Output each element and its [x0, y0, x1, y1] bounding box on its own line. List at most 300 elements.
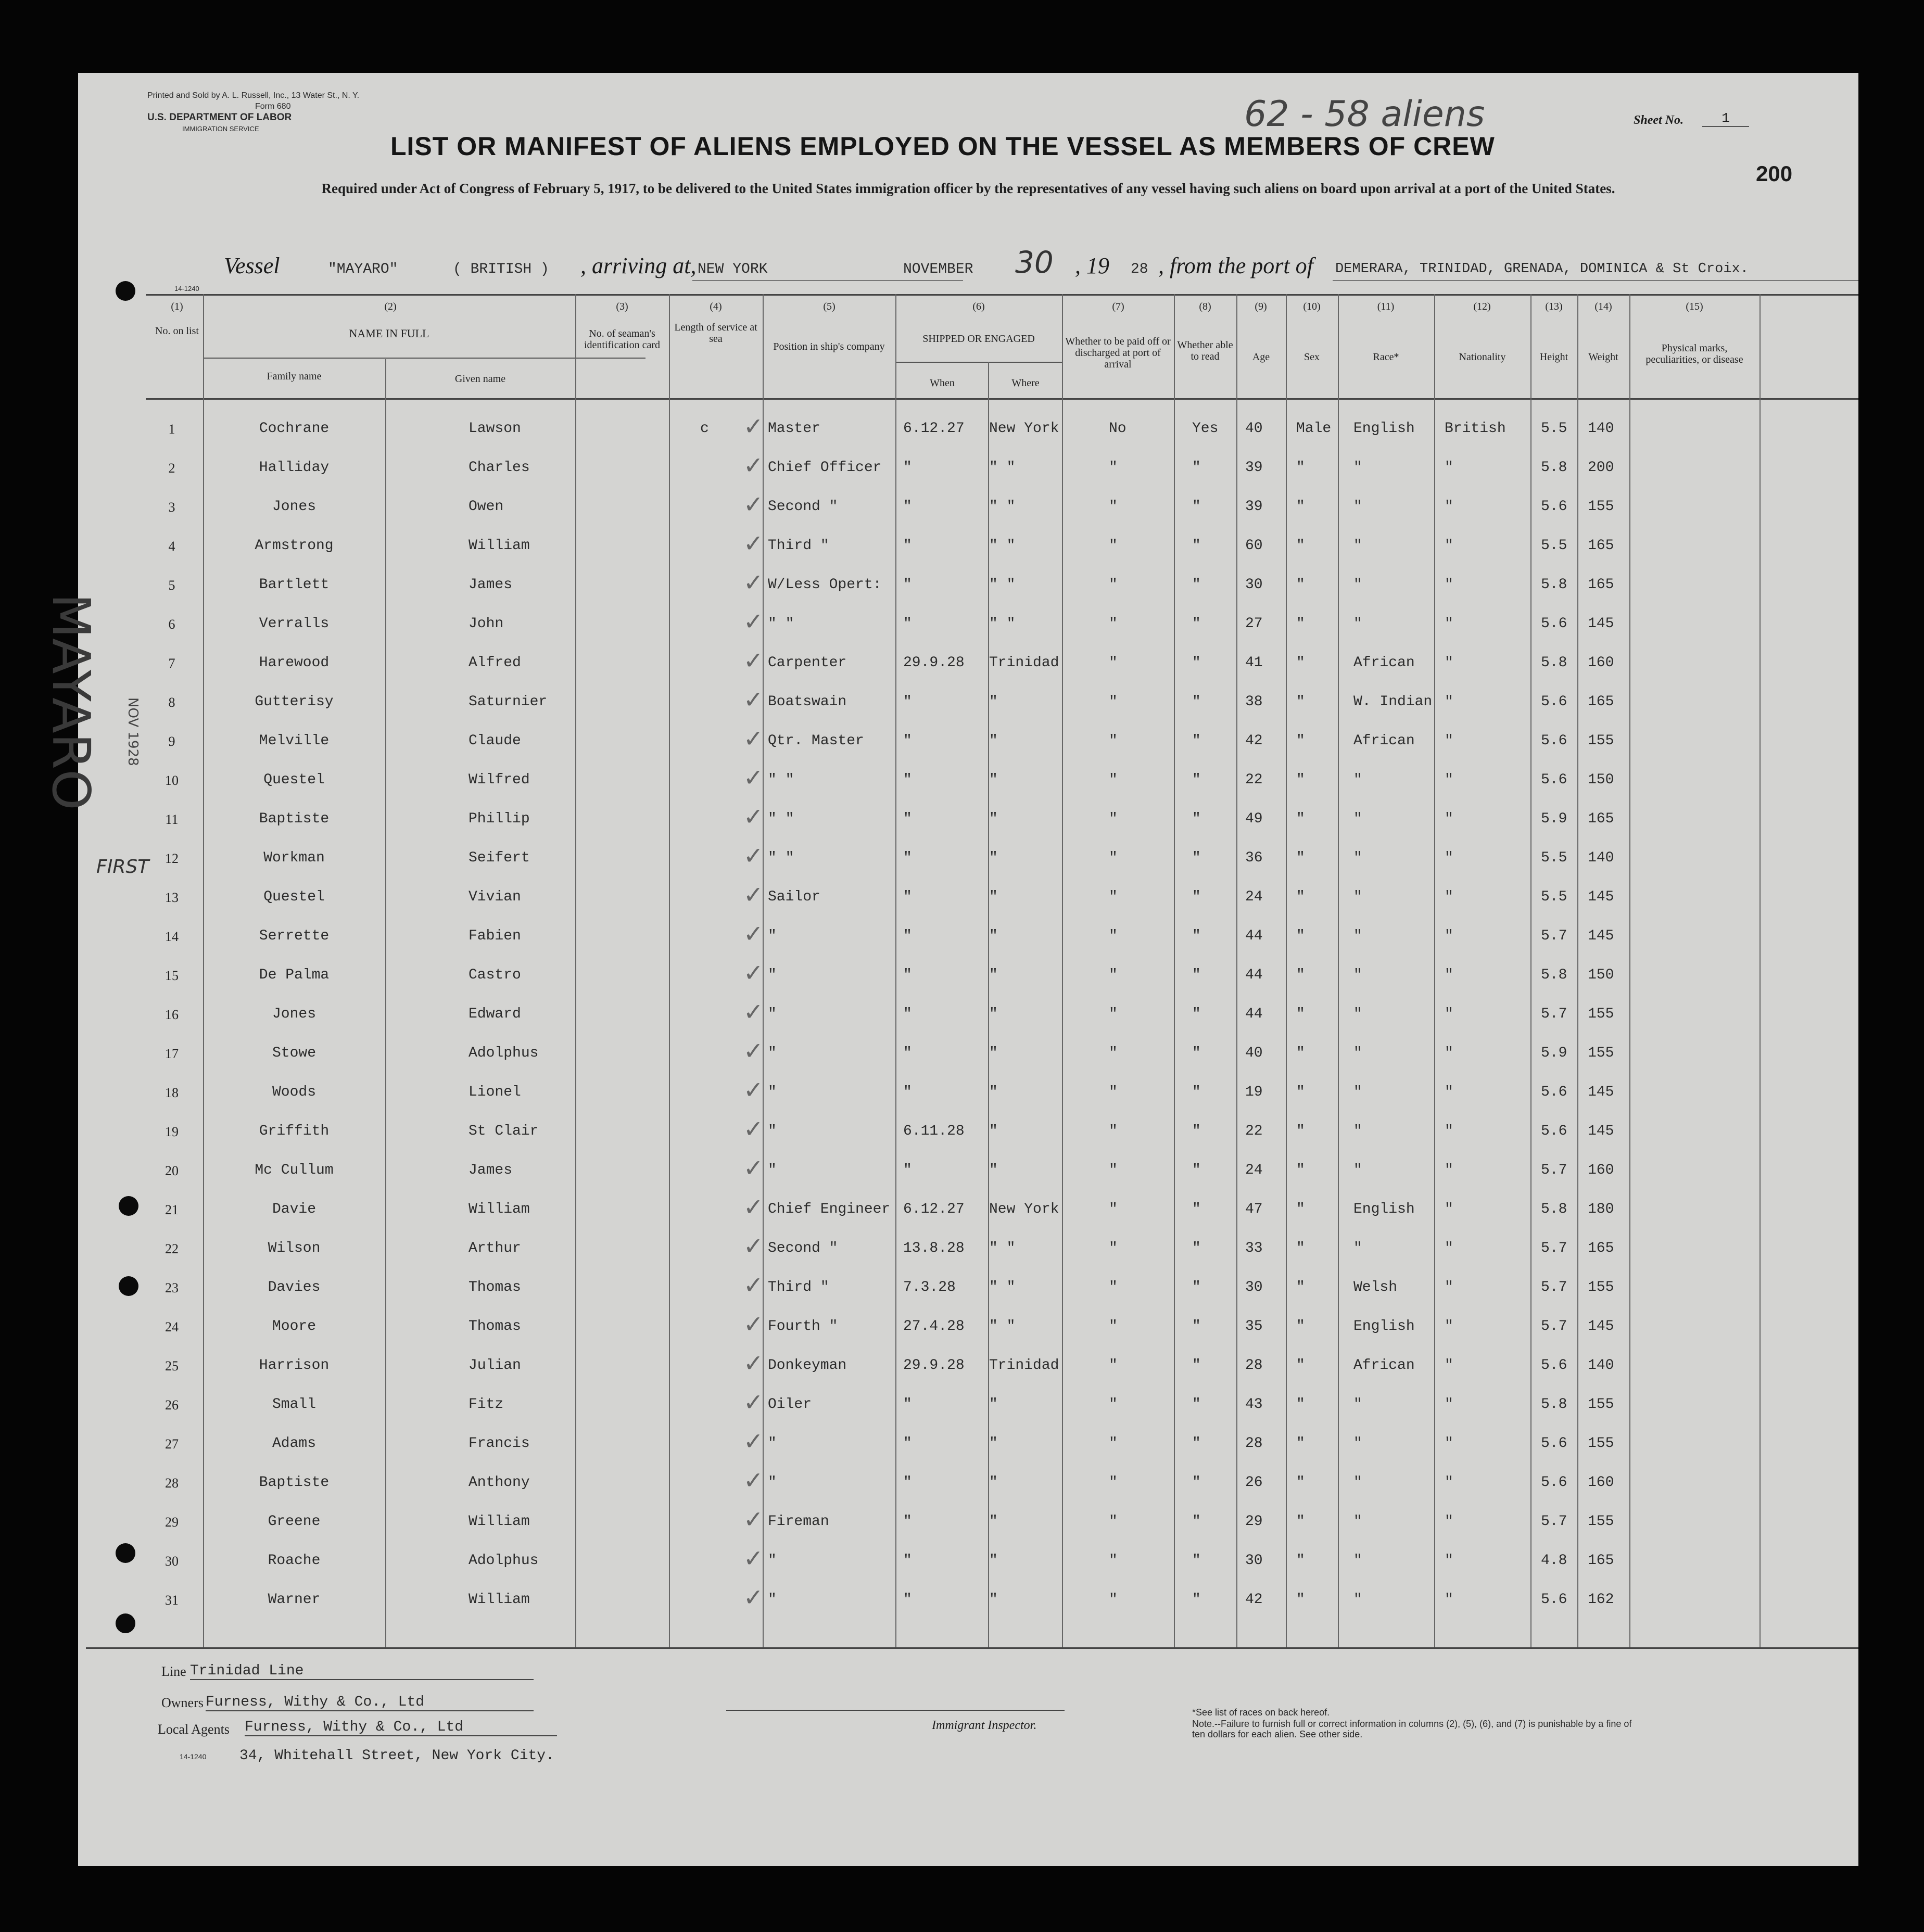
check-mark-icon: ✓ [743, 1349, 764, 1377]
race: " [1353, 538, 1362, 554]
race: " [1353, 1514, 1362, 1530]
nationality: " [1445, 1240, 1453, 1256]
nationality: " [1445, 616, 1453, 632]
nationality: " [1445, 1553, 1453, 1569]
able-to-read: " [1192, 1318, 1201, 1334]
engaged-when: 6.12.27 [903, 1201, 965, 1217]
able-to-read: " [1192, 1279, 1201, 1295]
inspector-label: Immigrant Inspector. [932, 1719, 1037, 1732]
engaged-where: " " [989, 1240, 1016, 1256]
height: 5.6 [1541, 1592, 1567, 1608]
row-number: 4 [168, 539, 175, 554]
sex: " [1296, 499, 1305, 515]
col-num-13: (13) [1545, 301, 1563, 312]
paid-off: " [1109, 1084, 1118, 1100]
check-mark-icon: ✓ [743, 412, 764, 440]
race: African [1353, 733, 1415, 749]
nationality: " [1445, 850, 1453, 866]
weight: 165 [1588, 1553, 1614, 1569]
paid-off: " [1109, 1006, 1118, 1022]
race: " [1353, 1045, 1362, 1061]
race: " [1353, 928, 1362, 944]
nationality: " [1445, 772, 1453, 788]
sex: " [1296, 772, 1305, 788]
col-num-1: (1) [171, 301, 183, 312]
row-number: 15 [165, 968, 179, 983]
paid-off: " [1109, 1475, 1118, 1491]
row-number: 19 [165, 1124, 179, 1139]
given-name: James [469, 577, 513, 593]
check-mark-icon: ✓ [743, 1544, 764, 1572]
age: 22 [1245, 1123, 1263, 1139]
check-mark-icon: ✓ [743, 1388, 764, 1416]
family-name: Woods [272, 1084, 316, 1100]
age: 27 [1245, 616, 1263, 632]
row-number: 12 [165, 851, 179, 866]
given-name: Charles [469, 460, 530, 476]
engaged-when: " [903, 694, 912, 710]
weight: 165 [1588, 538, 1614, 554]
position: " [768, 1435, 777, 1452]
given-name: Anthony [469, 1475, 530, 1491]
header-no-on-list: No. on list [155, 325, 199, 337]
given-name: Thomas [469, 1318, 521, 1334]
age: 24 [1245, 1162, 1263, 1178]
arrival-day: 30 [1015, 245, 1054, 280]
able-to-read: " [1192, 1084, 1201, 1100]
check-mark-icon: ✓ [743, 724, 764, 753]
col-num-4: (4) [710, 301, 722, 312]
check-mark-icon: ✓ [743, 1232, 764, 1260]
age: 60 [1245, 538, 1263, 554]
nationality: " [1445, 1435, 1453, 1452]
header-weight: Weight [1588, 351, 1618, 363]
given-name: St Clair [469, 1123, 539, 1139]
given-name: Thomas [469, 1279, 521, 1295]
paid-off: " [1109, 772, 1118, 788]
age: 39 [1245, 460, 1263, 476]
position: Boatswain [768, 694, 847, 710]
engaged-when: " [903, 577, 912, 593]
nationality: " [1445, 1318, 1453, 1334]
age: 30 [1245, 577, 1263, 593]
race: W. Indian [1353, 694, 1433, 710]
able-to-read: " [1192, 1514, 1201, 1530]
height: 5.7 [1541, 928, 1567, 944]
paid-off: " [1109, 850, 1118, 866]
height: 5.7 [1541, 1318, 1567, 1334]
race: " [1353, 1396, 1362, 1413]
race: " [1353, 1592, 1362, 1608]
nationality: " [1445, 1475, 1453, 1491]
row-number: 25 [165, 1358, 179, 1374]
height: 5.8 [1541, 655, 1567, 671]
race: English [1353, 1201, 1415, 1217]
position: " [768, 1553, 777, 1569]
position: " [768, 1162, 777, 1178]
family-name: Questel [263, 772, 325, 788]
given-name: Fabien [469, 928, 521, 944]
header-age: Age [1252, 351, 1270, 363]
family-name: Warner [268, 1592, 321, 1608]
col-num-9: (9) [1255, 301, 1267, 312]
row-number: 17 [165, 1046, 179, 1061]
paid-off: " [1109, 811, 1118, 827]
given-name: Edward [469, 1006, 521, 1022]
age: 36 [1245, 850, 1263, 866]
family-name: Questel [263, 889, 325, 905]
able-to-read: " [1192, 1162, 1201, 1178]
engaged-where: " " [989, 1279, 1016, 1295]
sex: Male [1296, 421, 1332, 437]
sex: " [1296, 850, 1305, 866]
engaged-when: 13.8.28 [903, 1240, 965, 1256]
arrival-month: NOVEMBER [903, 261, 973, 277]
given-name: William [469, 1514, 530, 1530]
race: African [1353, 1357, 1415, 1374]
engaged-when: 6.12.27 [903, 421, 965, 437]
height: 5.7 [1541, 1006, 1567, 1022]
paid-off: " [1109, 1240, 1118, 1256]
able-to-read: " [1192, 1123, 1201, 1139]
check-mark-icon: ✓ [743, 1427, 764, 1455]
form-code: 14-1240 [174, 285, 199, 293]
sex: " [1296, 694, 1305, 710]
arrival-year: 28 [1131, 261, 1148, 277]
engaged-when: " [903, 499, 912, 515]
engaged-where: " [989, 967, 998, 983]
height: 5.5 [1541, 850, 1567, 866]
engaged-where: New York [989, 1201, 1059, 1217]
family-name: Harewood [259, 655, 330, 671]
header-given-name: Given name [454, 373, 506, 385]
engaged-when: " [903, 1475, 912, 1491]
owners-label: Owners [161, 1695, 204, 1710]
owners-value: Furness, Withy & Co., Ltd [206, 1694, 534, 1711]
height: 5.9 [1541, 1045, 1567, 1061]
weight: 145 [1588, 889, 1614, 905]
able-to-read: " [1192, 733, 1201, 749]
family-name: Verralls [259, 616, 330, 632]
given-name: Owen [469, 499, 504, 515]
age: 39 [1245, 499, 1263, 515]
engaged-where: Trinidad [989, 1357, 1059, 1374]
race: English [1353, 421, 1415, 437]
height: 5.7 [1541, 1279, 1567, 1295]
engaged-when: " [903, 1006, 912, 1022]
check-mark-icon: ✓ [743, 1505, 764, 1533]
sex: " [1296, 1084, 1305, 1100]
position: Master [768, 421, 820, 437]
sex: " [1296, 1006, 1305, 1022]
col-num-10: (10) [1303, 301, 1321, 312]
department: U.S. DEPARTMENT OF LABOR [147, 112, 292, 123]
position: " [768, 1084, 777, 1100]
age: 40 [1245, 421, 1263, 437]
row-number: 14 [165, 929, 179, 944]
given-name: William [469, 538, 530, 554]
year-label: , 19 [1075, 253, 1109, 278]
race-note: *See list of races on back hereof. [1192, 1707, 1330, 1718]
race: " [1353, 460, 1362, 476]
paid-off: " [1109, 1045, 1118, 1061]
weight: 145 [1588, 1084, 1614, 1100]
engaged-when: " [903, 1514, 912, 1530]
race: " [1353, 1162, 1362, 1178]
col-num-11: (11) [1377, 301, 1395, 312]
race: Welsh [1353, 1279, 1398, 1295]
family-name: Griffith [259, 1123, 330, 1139]
from-label: , from the port of [1158, 253, 1313, 278]
given-name: Castro [469, 967, 521, 983]
height: 5.8 [1541, 1396, 1567, 1413]
check-mark-icon: ✓ [743, 1271, 764, 1299]
printer-line: Printed and Sold by A. L. Russell, Inc., 13 Water St., N. Y. [147, 91, 360, 100]
nationality: " [1445, 1162, 1453, 1178]
age: 19 [1245, 1084, 1263, 1100]
engaged-when: " [903, 733, 912, 749]
row-number: 29 [165, 1515, 179, 1530]
position: Chief Engineer [768, 1201, 891, 1217]
given-name: Adolphus [469, 1045, 539, 1061]
paid-off: " [1109, 694, 1118, 710]
position: " [768, 928, 777, 944]
weight: 155 [1588, 1435, 1614, 1452]
family-name: Armstrong [255, 538, 334, 554]
margin-first: FIRST [96, 856, 149, 878]
able-to-read: " [1192, 1045, 1201, 1061]
sex: " [1296, 1357, 1305, 1374]
binder-hole [119, 1276, 138, 1296]
margin-stamp-date: NOV 1928 [125, 697, 141, 766]
weight: 165 [1588, 1240, 1614, 1256]
row-number: 21 [165, 1202, 179, 1217]
engaged-where: " [989, 928, 998, 944]
weight: 165 [1588, 694, 1614, 710]
age: 30 [1245, 1553, 1263, 1569]
sex: " [1296, 577, 1305, 593]
height: 5.8 [1541, 1201, 1567, 1217]
family-name: Cochrane [259, 421, 330, 437]
weight: 200 [1588, 460, 1614, 476]
binder-hole [119, 1196, 138, 1216]
engaged-where: " " [989, 616, 1016, 632]
check-mark-icon: ✓ [743, 568, 764, 596]
position: Qtr. Master [768, 733, 864, 749]
given-name: James [469, 1162, 513, 1178]
family-name: Baptiste [259, 811, 330, 827]
row-number: 2 [168, 461, 175, 476]
age: 49 [1245, 811, 1263, 827]
arrival-port: NEW YORK [698, 261, 768, 277]
able-to-read: " [1192, 811, 1201, 827]
margin-stamp-vessel: MAYARO [41, 593, 102, 810]
sex: " [1296, 1553, 1305, 1569]
engaged-where: " [989, 1475, 998, 1491]
weight: 155 [1588, 1514, 1614, 1530]
sheet-number: 1 [1702, 110, 1749, 127]
engaged-where: New York [989, 421, 1059, 437]
race: " [1353, 499, 1362, 515]
header-nationality: Nationality [1459, 351, 1506, 363]
position: " [768, 1123, 777, 1139]
able-to-read: " [1192, 1357, 1201, 1374]
sex: " [1296, 460, 1305, 476]
position: Third " [768, 1279, 829, 1295]
vessel-label: Vessel [224, 253, 280, 278]
sex: " [1296, 811, 1305, 827]
sex: " [1296, 655, 1305, 671]
paid-off: " [1109, 889, 1118, 905]
race: " [1353, 577, 1362, 593]
family-name: Adams [272, 1435, 316, 1452]
engaged-when: 27.4.28 [903, 1318, 965, 1334]
nationality: " [1445, 1592, 1453, 1608]
age: 26 [1245, 1475, 1263, 1491]
engaged-where: " [989, 1006, 998, 1022]
age: 40 [1245, 1045, 1263, 1061]
age: 38 [1245, 694, 1263, 710]
paid-off: " [1109, 1162, 1118, 1178]
nationality: " [1445, 1357, 1453, 1374]
manifest-sheet [41, 73, 1858, 1866]
binder-hole [116, 281, 135, 301]
penalty-note: Note.--Failure to furnish full or correct information in columns (2), (5), (6), and (7) is punishable by a fine of ten dollars for each alien. See other side. [1192, 1719, 1632, 1739]
engaged-when: " [903, 1396, 912, 1413]
sex: " [1296, 1162, 1305, 1178]
able-to-read: " [1192, 499, 1201, 515]
height: 5.6 [1541, 694, 1567, 710]
check-mark-icon: ✓ [743, 1115, 764, 1143]
able-to-read: " [1192, 577, 1201, 593]
engaged-when: " [903, 850, 912, 866]
check-mark-icon: ✓ [743, 842, 764, 870]
paid-off: " [1109, 460, 1118, 476]
engaged-when: " [903, 928, 912, 944]
race: " [1353, 772, 1362, 788]
able-to-read: " [1192, 694, 1201, 710]
weight: 160 [1588, 1162, 1614, 1178]
arriving-label: , arriving at, [580, 253, 697, 278]
height: 5.8 [1541, 967, 1567, 983]
paid-off: " [1109, 1357, 1118, 1374]
engaged-where: " [989, 1514, 998, 1530]
position: Second " [768, 499, 838, 515]
paid-off: " [1109, 655, 1118, 671]
weight: 162 [1588, 1592, 1614, 1608]
header-length-service: Length of service at sea [674, 322, 757, 345]
row-number: 27 [165, 1437, 179, 1452]
race: " [1353, 1123, 1362, 1139]
weight: 150 [1588, 967, 1614, 983]
paid-off: " [1109, 928, 1118, 944]
position: " " [768, 850, 794, 866]
paid-off: " [1109, 1435, 1118, 1452]
sex: " [1296, 1435, 1305, 1452]
paid-off: " [1109, 538, 1118, 554]
agents-address: 34, Whitehall Street, New York City. [239, 1748, 554, 1764]
header-height: Height [1539, 351, 1568, 363]
height: 5.5 [1541, 889, 1567, 905]
age: 29 [1245, 1514, 1263, 1530]
row-number: 23 [165, 1280, 179, 1295]
page-number: 200 [1756, 161, 1793, 186]
nationality: British [1445, 421, 1506, 437]
row-number: 13 [165, 890, 179, 905]
race: African [1353, 655, 1415, 671]
row-number: 10 [165, 773, 179, 788]
family-name: Baptiste [259, 1475, 330, 1491]
nationality: " [1445, 1006, 1453, 1022]
age: 41 [1245, 655, 1263, 671]
position: " [768, 967, 777, 983]
weight: 155 [1588, 1006, 1614, 1022]
race: " [1353, 889, 1362, 905]
nationality: " [1445, 538, 1453, 554]
weight: 155 [1588, 1045, 1614, 1061]
paid-off: " [1109, 1201, 1118, 1217]
family-name: Melville [259, 733, 330, 749]
row-number: 8 [168, 695, 175, 710]
able-to-read: " [1192, 460, 1201, 476]
able-to-read: " [1192, 1435, 1201, 1452]
paid-off: " [1109, 1318, 1118, 1334]
height: 5.7 [1541, 1240, 1567, 1256]
weight: 155 [1588, 733, 1614, 749]
col-num-5: (5) [823, 301, 836, 312]
given-name: Adolphus [469, 1553, 539, 1569]
able-to-read: " [1192, 655, 1201, 671]
able-to-read: " [1192, 1006, 1201, 1022]
check-mark-icon: ✓ [743, 803, 764, 831]
header-paid-off: Whether to be paid off or discharged at port of arrival [1065, 336, 1171, 370]
check-mark-icon: ✓ [743, 764, 764, 792]
given-name: Lionel [469, 1084, 521, 1100]
row-number: 20 [165, 1163, 179, 1178]
check-mark-icon: ✓ [743, 685, 764, 714]
race: " [1353, 811, 1362, 827]
position: " " [768, 616, 794, 632]
engaged-when: " [903, 1435, 912, 1452]
engaged-when: " [903, 538, 912, 554]
paid-off: No [1109, 421, 1126, 437]
header-id-card: No. of seaman's identification card [584, 328, 661, 351]
nationality: " [1445, 1123, 1453, 1139]
race: " [1353, 1084, 1362, 1100]
engaged-when: 29.9.28 [903, 655, 965, 671]
header-position: Position in ship's company [773, 341, 885, 352]
engaged-where: " [989, 1162, 998, 1178]
footer-form-code: 14-1240 [180, 1752, 207, 1761]
given-name: William [469, 1201, 530, 1217]
able-to-read: " [1192, 1475, 1201, 1491]
weight: 165 [1588, 577, 1614, 593]
height: 5.7 [1541, 1514, 1567, 1530]
paid-off: " [1109, 1123, 1118, 1139]
engaged-where: " " [989, 1318, 1016, 1334]
engaged-where: " [989, 1435, 998, 1452]
able-to-read: " [1192, 928, 1201, 944]
engaged-where: " [989, 733, 998, 749]
position: " " [768, 811, 794, 827]
weight: 145 [1588, 1318, 1614, 1334]
engaged-where: " " [989, 538, 1016, 554]
given-name: Arthur [469, 1240, 521, 1256]
row-number: 16 [165, 1007, 179, 1022]
engaged-where: " " [989, 577, 1016, 593]
weight: 140 [1588, 850, 1614, 866]
immigration-service: IMMIGRATION SERVICE [182, 125, 259, 133]
